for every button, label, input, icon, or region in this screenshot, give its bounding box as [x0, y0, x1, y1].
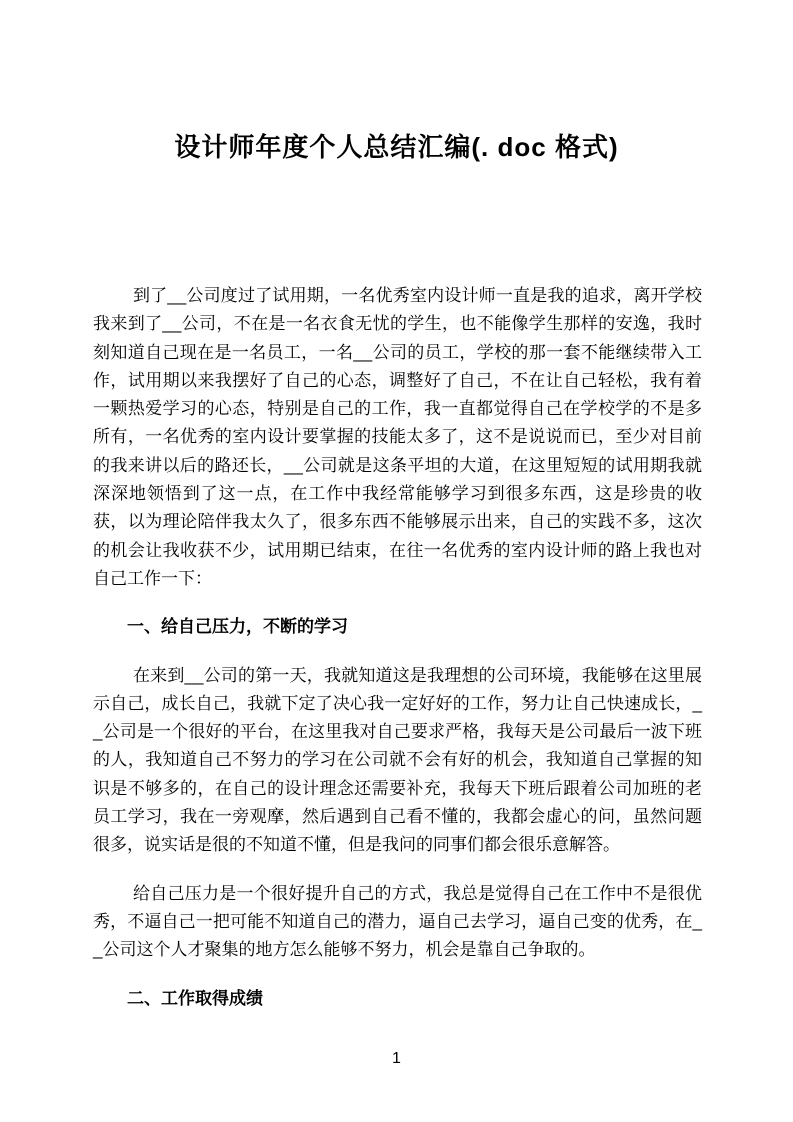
section-2-heading: 二、工作取得成绩: [127, 988, 263, 1008]
section-1-heading: 一、给自己压力，不断的学习: [127, 617, 348, 637]
intro-paragraph: 到了__公司度过了试用期，一名优秀室内设计师一直是我的追求，离开学校我来到了__公司，不在是一名衣食无忧的学生，也不能像学生那样的安逸，我时刻知道自己现在是一名员工，一名__公司的员工，学校的那一套不能继续带入工作，试用期以来我摆好了自己的心态，调整好了自己，不在让自己轻松，我有着一颗热爱学习的心态，特别是自己的工作，我一直都觉得自己在学校学的不是多所有，一名优秀的室内设计要掌握的技能太多了，这不是说说而已，至少对目前的我来讲以后的路还长，__公司就是这条平坦的大道，在这里短短的试用期我就深深地领悟到了这一点，在工作中我经常能够学习到很多东西，这是珍贵的收获，以为理论陪伴我太久了，很多东西不能够展示出来，自己的实践不多，这次的机会让我收获不少，试用期已结束，在往一名优秀的室内设计师的路上我也对自己工作一下：: [93, 286, 702, 588]
section-1-paragraph-2: 给自己压力是一个很好提升自己的方式，我总是觉得自己在工作中不是很优秀，不逼自己一把可能不知道自己的潜力，逼自己去学习，逼自己变的优秀，在__公司这个人才聚集的地方怎么能够不努力，机会是靠自己争取的。: [93, 883, 702, 960]
document-title: 设计师年度个人总结汇编(. doc 格式): [174, 132, 619, 162]
document-body: [0, 282, 793, 1013]
section-1-paragraph-1: 在来到__公司的第一天，我就知道这是我理想的公司环境，我能够在这里展示自己，成长自己，我就下定了决心我一定好好的工作，努力让自己快速成长，__公司是一个很好的平台，在这里我对自己要求严格，我每天是公司最后一波下班的人，我知道自己不努力的学习在公司就不会有好的机会，我知道自己掌握的知识是不够多的，在自己的设计理念还需要补充，我每天下班后跟着公司加班的老员工学习，我在一旁观摩，然后遇到自己看不懂的，我都会虚心的问，虽然问题很多，说实话是很的不知道不懂，但是我问的同事们都会很乐意解答。: [93, 665, 702, 855]
page-number: 1: [392, 1050, 401, 1067]
